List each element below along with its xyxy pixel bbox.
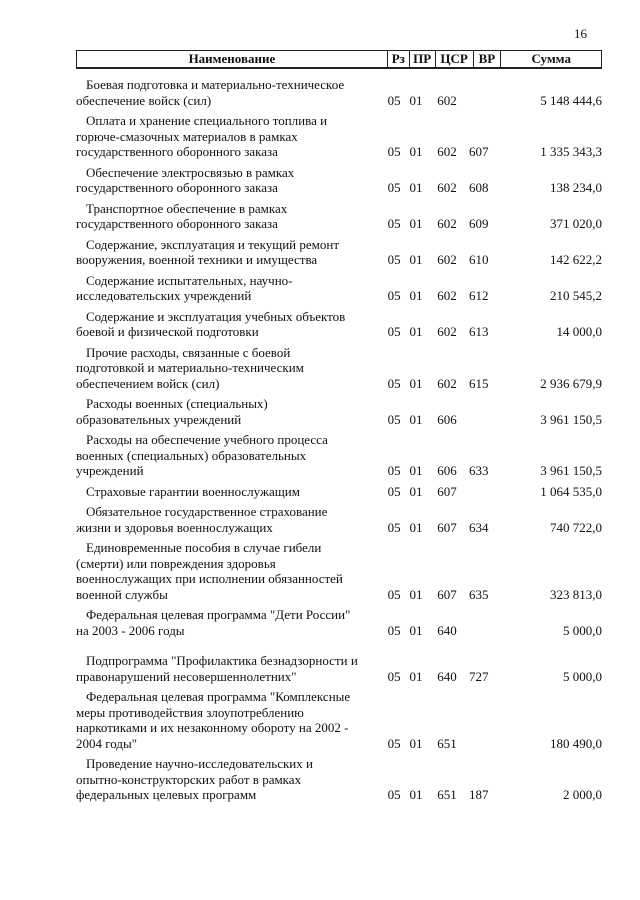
header-sum: Сумма (531, 51, 571, 66)
row-pr: 01 (409, 144, 423, 159)
row-pr: 01 (409, 324, 423, 339)
row-name-line: подготовкой и материально-техническим (76, 360, 304, 375)
row-rz: 05 (387, 180, 401, 195)
row-vr: 615 (469, 375, 489, 391)
row-name-line: Содержание испытательных, научно- (86, 272, 293, 288)
row-csr: 651 (437, 787, 457, 802)
row-name-line: жизни и здоровья военнослужащих (76, 519, 273, 535)
table-row (76, 342, 602, 392)
row-name (76, 162, 382, 196)
row-sum: 371 020,0 (550, 216, 602, 231)
row-csr: 602 (437, 144, 457, 159)
row-vr: 607 (469, 144, 489, 159)
row-sum: 14 000,0 (556, 324, 602, 339)
row-sum: 210 545,2 (550, 288, 602, 303)
row-rz: 05 (387, 411, 401, 427)
row-name (76, 393, 382, 427)
row-name-line: 2004 годы" (76, 735, 138, 751)
row-name-line: государственного оборонного заказа (76, 180, 278, 195)
row-name-line: федеральных целевых программ (76, 787, 257, 802)
table-row (76, 306, 602, 340)
row-name-line: (смерти) или повреждения здоровья (76, 555, 276, 571)
row-csr: 602 (437, 324, 457, 339)
row-name-line: учреждений (76, 463, 144, 478)
row-rz: 05 (387, 735, 401, 751)
row-name-line: Прочие расходы, связанные с боевой (86, 344, 291, 360)
row-name (76, 270, 382, 304)
row-csr: 640 (437, 668, 457, 684)
row-rz: 05 (387, 463, 401, 478)
row-rz: 05 (387, 787, 401, 802)
row-rz: 05 (387, 92, 401, 108)
row-sum: 142 622,2 (550, 252, 602, 267)
row-vr: 609 (469, 216, 489, 231)
row-rz: 05 (387, 668, 401, 684)
table-row (76, 162, 602, 196)
row-vr: 610 (469, 252, 489, 267)
row-pr: 01 (409, 375, 423, 391)
row-name-line: военных (специальных) образовательных (76, 447, 307, 463)
table-row (76, 234, 602, 268)
row-csr: 606 (437, 411, 457, 427)
row-name (76, 198, 382, 232)
row-csr: 602 (437, 252, 457, 267)
row-name-line: военной службы (76, 586, 168, 602)
row-name (76, 650, 382, 684)
row-vr: 634 (469, 519, 489, 535)
row-csr: 602 (437, 180, 457, 195)
page-number: 16 (574, 26, 587, 41)
row-sum: 180 490,0 (550, 735, 602, 751)
row-name-line: горюче-смазочных материалов в рамках (76, 128, 298, 144)
row-vr: 635 (469, 586, 489, 602)
row-pr: 01 (409, 483, 423, 499)
row-pr: 01 (409, 787, 423, 802)
row-name-line: правонарушений несовершеннолетних" (76, 668, 297, 684)
row-name (76, 537, 382, 602)
row-name-line: наркотиками и их незаконному обороту на 2002 - (76, 720, 349, 735)
row-csr: 602 (437, 92, 457, 108)
table-row (76, 604, 602, 638)
row-name (76, 306, 382, 340)
table-row (76, 481, 602, 500)
row-rz: 05 (387, 144, 401, 159)
row-rz: 05 (387, 483, 401, 499)
row-pr: 01 (409, 92, 423, 108)
row-rz: 05 (387, 622, 401, 638)
row-name-line: на 2003 - 2006 годы (76, 622, 185, 638)
row-name-line: Единовременные пособия в случае гибели (86, 540, 322, 555)
row-name-line: исследовательских учреждений (76, 288, 252, 303)
row-name-line: вооружения, военной техники и имущества (76, 252, 318, 267)
row-vr: 727 (469, 668, 489, 684)
table-row (76, 501, 602, 535)
row-pr: 01 (409, 668, 423, 684)
row-rz: 05 (387, 375, 401, 391)
row-sum: 138 234,0 (550, 180, 602, 195)
row-name-line: меры противодействия злоупотреблению (76, 704, 304, 720)
table-row (76, 110, 602, 160)
row-rz: 05 (387, 586, 401, 602)
row-vr: 187 (469, 787, 489, 802)
row-sum: 2 000,0 (563, 787, 602, 802)
row-sum: 3 961 150,5 (540, 411, 602, 427)
row-csr: 640 (437, 622, 457, 638)
row-name-line: Федеральная целевая программа "Дети России" (86, 607, 351, 622)
row-csr: 602 (437, 288, 457, 303)
row-rz: 05 (387, 288, 401, 303)
header-pr: ПР (410, 51, 436, 67)
row-name-line: государственного оборонного заказа (76, 216, 278, 231)
row-name-line: Проведение научно-исследовательских и (86, 756, 313, 771)
row-sum: 5 000,0 (563, 622, 602, 638)
row-rz: 05 (387, 216, 401, 231)
row-name (76, 481, 382, 500)
row-rz: 05 (387, 324, 401, 339)
row-csr: 607 (437, 519, 457, 535)
row-pr: 01 (409, 252, 423, 267)
row-name (76, 604, 382, 638)
row-vr: 612 (469, 288, 489, 303)
row-pr: 01 (409, 288, 423, 303)
row-name-line: Транспортное обеспечение в рамках (86, 200, 288, 216)
row-name-line: обеспечение войск (сил) (76, 92, 212, 108)
row-name-line: образовательных учреждений (76, 411, 242, 427)
row-csr: 606 (437, 463, 457, 478)
row-sum: 3 961 150,5 (540, 463, 602, 478)
table-header (76, 50, 602, 69)
row-sum: 5 000,0 (563, 668, 602, 684)
row-name-line: Оплата и хранение специального топлива и (86, 113, 328, 128)
header-vr: ВР (474, 51, 502, 67)
table-row (76, 537, 602, 602)
row-name (76, 342, 382, 392)
row-csr: 607 (437, 483, 457, 499)
row-pr: 01 (409, 622, 423, 638)
row-pr: 01 (409, 586, 423, 602)
table-body (76, 74, 602, 803)
row-pr: 01 (409, 463, 423, 478)
row-name-line: Страховые гарантии военнослужащим (86, 483, 300, 499)
row-sum: 2 936 679,9 (540, 375, 602, 391)
row-name-line: Содержание, эксплуатация и текущий ремонт (86, 236, 340, 252)
table-row (76, 270, 602, 304)
row-vr: 633 (469, 463, 489, 478)
row-vr: 613 (469, 324, 489, 339)
row-name-line: военнослужащих при исполнении обязанностей (76, 571, 343, 586)
row-pr: 01 (409, 519, 423, 535)
row-csr: 607 (437, 586, 457, 602)
table-row (76, 429, 602, 479)
row-sum: 1 335 343,3 (540, 144, 602, 159)
row-csr: 651 (437, 735, 457, 751)
table-row (76, 686, 602, 751)
row-sum: 5 148 444,6 (540, 92, 602, 108)
row-name-line: Обязательное государственное страхование (86, 504, 328, 519)
row-name (76, 74, 382, 108)
row-sum: 740 722,0 (550, 519, 602, 535)
row-name-line: обеспечением войск (сил) (76, 375, 220, 391)
row-csr: 602 (437, 375, 457, 391)
header-rz: Рз (388, 51, 410, 67)
row-pr: 01 (409, 216, 423, 231)
row-csr: 602 (437, 216, 457, 231)
row-name-line: Содержание и эксплуатация учебных объектов (86, 308, 346, 324)
row-name (76, 110, 382, 160)
table-row (76, 650, 602, 684)
row-name (76, 753, 382, 803)
row-sum: 323 813,0 (550, 586, 602, 602)
row-pr: 01 (409, 735, 423, 751)
header-csr: ЦСР (436, 51, 474, 67)
row-name-line: Обеспечение электросвязью в рамках (86, 164, 295, 180)
row-name (76, 686, 382, 751)
row-name-line: Расходы на обеспечение учебного процесса (86, 432, 328, 447)
row-vr: 608 (469, 180, 489, 195)
row-name-line: государственного оборонного заказа (76, 144, 278, 159)
row-name (76, 234, 382, 268)
table-row (76, 198, 602, 232)
row-name-line: Расходы военных (специальных) (86, 396, 268, 411)
row-name-line: Федеральная целевая программа "Комплексные (86, 689, 351, 704)
row-rz: 05 (387, 519, 401, 535)
row-name (76, 429, 382, 479)
header-name: Наименование (77, 51, 388, 67)
table-row (76, 753, 602, 803)
row-name-line: опытно-конструкторских работ в рамках (76, 771, 302, 787)
row-name-line: Подпрограмма "Профилактика безнадзорности и (86, 653, 358, 668)
row-sum: 1 064 535,0 (540, 483, 602, 499)
row-name-line: Боевая подготовка и материально-техническое (86, 77, 345, 92)
row-name-line: боевой и физической подготовки (76, 324, 259, 339)
row-pr: 01 (409, 180, 423, 195)
row-name (76, 501, 382, 535)
table-row (76, 393, 602, 427)
row-rz: 05 (387, 252, 401, 267)
table-row (76, 74, 602, 108)
row-pr: 01 (409, 411, 423, 427)
